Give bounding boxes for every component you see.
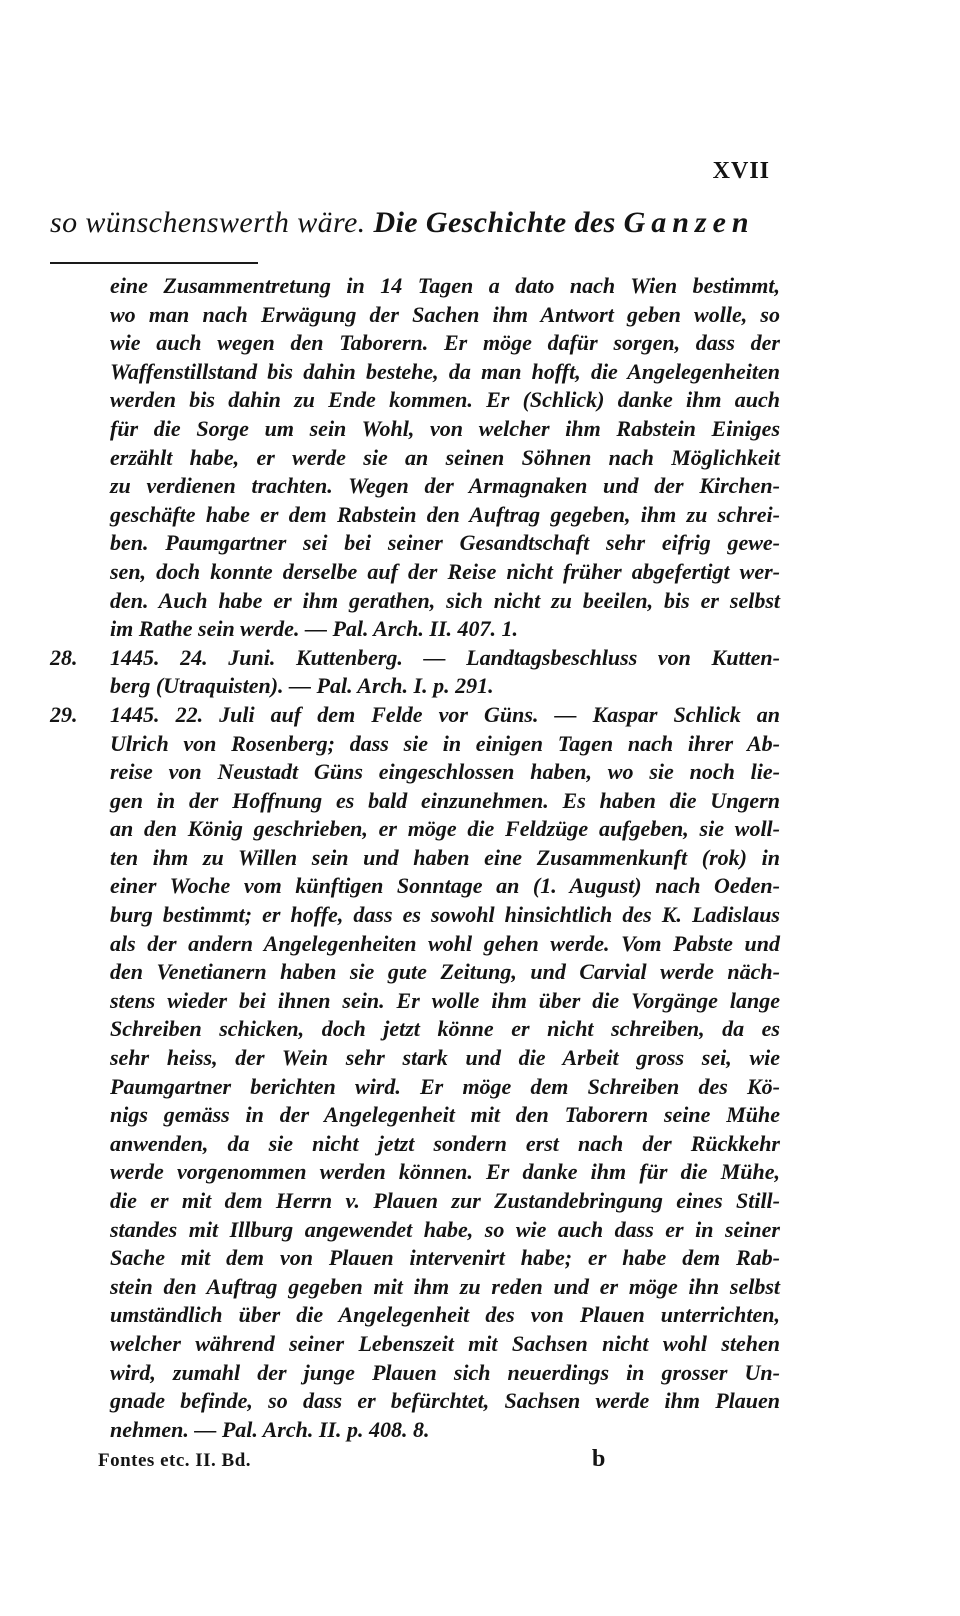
entry-number: 29. [50, 701, 78, 727]
line-text: wo man nach Erwägung der Sachen ihm Antwort geben wolle, so [110, 301, 780, 327]
line-text: Sache mit dem von Plauen intervenirt habe; er habe dem Rab- [110, 1245, 780, 1271]
text-line [50, 1101, 780, 1130]
line-text: wie auch wegen den Taborern. Er möge dafür sorgen, dass der [110, 330, 780, 356]
line-text: als der andern Angelegenheiten wohl gehen werde. Vom Pabste und [110, 930, 780, 956]
text-line [50, 815, 780, 844]
line-text: an den König geschrieben, er möge die Feldzüge aufgeben, sie woll- [110, 816, 780, 842]
text-line [50, 444, 780, 473]
text-line [50, 329, 780, 358]
line-text: Schreiben schicken, doch jetzt könne er nicht schreiben, da es [110, 1016, 780, 1042]
line-text: burg bestimmt; er hoffe, dass es sowohl hinsichtlich des K. Ladislaus [110, 902, 780, 928]
line-text: nigs gemäss in der Angelegenheit mit den Taborern seine Mühe [110, 1102, 780, 1128]
line-text: die er mit dem Herrn v. Plauen zur Zustandebringung eines Still- [110, 1188, 780, 1213]
text-line [50, 1273, 780, 1302]
text-line [50, 558, 780, 587]
footnote-rule [50, 262, 258, 264]
line-text: den Venetianern haben sie gute Zeitung, und Carvial werde näch- [110, 959, 780, 985]
text-line [50, 587, 780, 616]
footer-sheet-mark: b [592, 1446, 606, 1472]
text-line [50, 1073, 780, 1102]
line-text: sehr heiss, der Wein sehr stark und die Arbeit gross sei, wie [110, 1045, 780, 1071]
text-line [50, 701, 780, 730]
line-text: nehmen. — Pal. Arch. II. p. 408. 8. [110, 1416, 430, 1442]
running-line-part1: so wünschenswerth wäre. [50, 206, 366, 239]
text-line [50, 987, 780, 1016]
line-text: erzählt habe, er werde sie an seinen Söhnen nach Möglichkeit [110, 444, 780, 470]
text-line [50, 1158, 780, 1187]
text-line [50, 1387, 780, 1416]
line-text: zu verdienen trachten. Wegen der Armagnaken und der Kirchen- [110, 473, 780, 499]
line-text: stens wieder bei ihnen sein. Er wolle ihm über die Vorgänge lange [110, 987, 780, 1013]
line-text: ben. Paumgartner sei bei seiner Gesandtschaft sehr eifrig gewe- [110, 530, 780, 556]
line-text: berg (Utraquisten). — Pal. Arch. I. p. 291. [110, 673, 494, 699]
text-line [50, 358, 780, 387]
text-line [50, 1044, 780, 1073]
running-line-part2: Die Geschichte des [373, 206, 616, 239]
text-line [50, 386, 780, 415]
line-text: eine Zusammentretung in 14 Tagen a dato nach Wien bestimmt, [110, 273, 780, 298]
text-line [50, 415, 780, 444]
line-text: werde vorgenommen werden können. Er danke ihm für die Mühe, [110, 1159, 780, 1185]
text-line [50, 615, 780, 644]
text-line [50, 1416, 780, 1445]
text-line [50, 1359, 780, 1388]
line-text: 1445. 22. Juli auf dem Felde vor Güns. — Kaspar Schlick an [110, 701, 780, 727]
text-line [50, 472, 780, 501]
line-text: sen, doch konnte derselbe auf der Reise nicht früher abgefertigt wer- [110, 558, 780, 584]
running-line [50, 206, 755, 240]
line-text: geschäfte habe er dem Rabstein den Auftrag gegeben, ihm zu schrei- [110, 501, 780, 527]
line-text: Waffenstillstand bis dahin bestehe, da man hofft, die Angelegenheiten [110, 358, 780, 384]
line-text: welcher während seiner Lebenszeit mit Sachsen nicht wohl stehen [110, 1330, 780, 1356]
text-line [50, 644, 780, 673]
text-line [50, 1130, 780, 1159]
text-line [50, 1330, 780, 1359]
line-text: Ulrich von Rosenberg; dass sie in einigen Tagen nach ihrer Ab- [110, 730, 780, 756]
text-line [50, 672, 780, 701]
text-line [50, 1301, 780, 1330]
line-text: den. Auch habe er ihm gerathen, sich nicht zu beeilen, bis er selbst [110, 587, 780, 613]
line-text: wird, zumahl der junge Plauen sich neuerdings in grosser Un- [110, 1359, 780, 1385]
text-line [50, 787, 780, 816]
line-text: für die Sorge um sein Wohl, von welcher ihm Rabstein Einiges [110, 415, 780, 441]
text-line [50, 872, 780, 901]
text-line [50, 958, 780, 987]
text-line [50, 1244, 780, 1273]
line-text: standes mit Illburg angewendet habe, so wie auch dass er in seiner [110, 1216, 780, 1242]
line-text: stein den Auftrag gegeben mit ihm zu reden und er möge ihn selbst [110, 1273, 780, 1299]
text-line [50, 901, 780, 930]
line-text: Paumgartner berichten wird. Er möge dem Schreiben des Kö- [110, 1073, 780, 1099]
text-line [50, 758, 780, 787]
text-line [50, 1216, 780, 1245]
line-text: ten ihm zu Willen sein und haben eine Zusammenkunft (rok) in [110, 844, 780, 870]
text-line [50, 730, 780, 759]
text-line [50, 501, 780, 530]
entry-number: 28. [50, 644, 78, 670]
line-text: reise von Neustadt Güns eingeschlossen haben, wo sie noch lie- [110, 759, 780, 785]
text-line [50, 930, 780, 959]
line-text: werden bis dahin zu Ende kommen. Er (Schlick) danke ihm auch [110, 387, 780, 413]
text-line [50, 301, 780, 330]
text-line [50, 529, 780, 558]
line-text: im Rathe sein werde. — Pal. Arch. II. 407. 1. [110, 616, 519, 642]
line-text: einer Woche vom künftigen Sonntage an (1. August) nach Oeden- [110, 873, 780, 899]
line-text: gen in der Hoffnung es bald einzunehmen. Es haben die Ungern [110, 787, 780, 813]
line-text: gnade befinde, so dass er befürchtet, Sachsen werde ihm Plauen [110, 1388, 780, 1414]
line-text: 1445. 24. Juni. Kuttenberg. — Landtagsbeschluss von Kutten- [110, 644, 780, 670]
text-line [50, 272, 780, 301]
footer-signature: Fontes etc. II. Bd. [98, 1450, 252, 1471]
notes-block [50, 272, 780, 1444]
text-line [50, 1015, 780, 1044]
text-line [50, 844, 780, 873]
line-text: anwenden, da sie nicht jetzt sondern erst nach der Rückkehr [110, 1130, 780, 1156]
line-text: umständlich über die Angelegenheit des von Plauen unterrichten, [110, 1302, 780, 1328]
running-line-part3: Ganzen [623, 206, 755, 239]
text-line [50, 1187, 780, 1216]
page-number: XVII [712, 158, 770, 184]
